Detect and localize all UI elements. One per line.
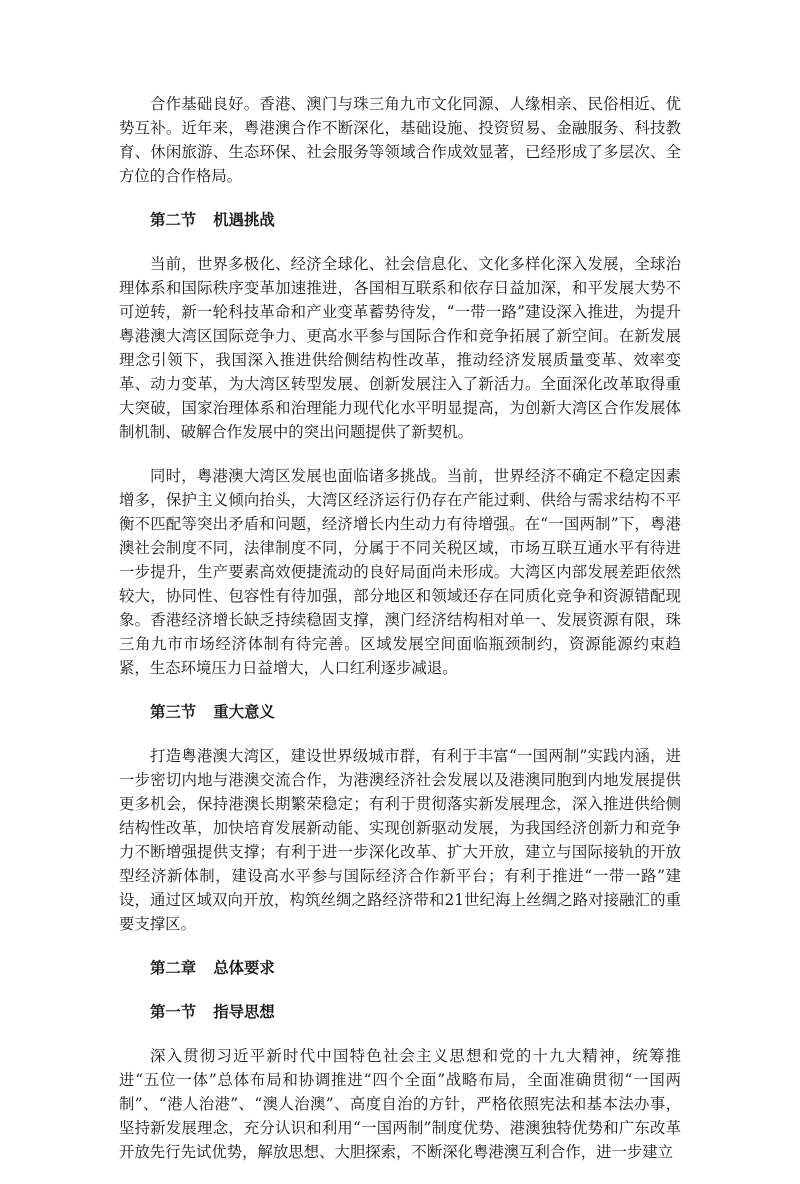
- chapter-number: 第二章: [150, 959, 197, 977]
- paragraph-guiding-ideology: 深入贯彻习近平新时代中国特色社会主义思想和党的十九大精神，统筹推进“五位一体”总体布局和协调推进“四个全面”战略布局，全面准确贯彻“一国两制”、“港人治港”、“澳人治澳”、高度自治的方针，严格依照宪法和基本法办事，坚持新发展理念，充分认识和利用“一国两制”制度优势、港澳独特优势和广东改革开放先行先试优势，解放思想、大胆探索，不断深化粤港澳互利合作，进一步建立: [119, 1047, 681, 1161]
- paragraph-cooperation-foundation: 合作基础良好。香港、澳门与珠三角九市文化同源、人缘相亲、民俗相近、优势互补。近年来，粤港澳合作不断深化，基础设施、投资贸易、金融服务、科技教育、休闲旅游、生态环保、社会服务等领域合作成效显著，已经形成了多层次、全方位的合作格局。: [119, 95, 681, 185]
- section-title: 重大意义: [213, 703, 275, 721]
- chapter-heading-general-requirements: [119, 956, 681, 980]
- document-page: [119, 92, 681, 1184]
- paragraph-challenges: 同时，粤港澳大湾区发展也面临诸多挑战。当前，世界经济不确定不稳定因素增多，保护主义倾向抬头，大湾区经济运行仍存在产能过剩、供给与需求结构不平衡不匹配等突出矛盾和问题，经济增长内生动力有待增强。在“一国两制”下，粤港澳社会制度不同，法律制度不同，分属于不同关税区域，市场互联互通水平有待进一步提升，生产要素高效便捷流动的良好局面尚未形成。大湾区内部发展差距依然较大，协同性、包容性有待加强，部分地区和领域还存在同质化竞争和资源错配现象。香港经济增长缺乏持续稳固支撑，澳门经济结构相对单一、发展资源有限，珠三角九市市场经济体制有待完善。区域发展空间面临瓶颈制约，资源能源约束趋紧，生态环境压力日益增大，人口红利逐步减退。: [119, 467, 681, 677]
- section-number: 第三节: [150, 703, 197, 721]
- section-number: 第二节: [150, 211, 197, 229]
- paragraph-opportunities: 当前，世界多极化、经济全球化、社会信息化、文化多样化深入发展，全球治理体系和国际秩序变革加速推进，各国相互联系和依存日益加深，和平发展大势不可逆转，新一轮科技革命和产业变革蓄势待发，“一带一路”建设深入推进，为提升粤港澳大湾区国际竞争力、更高水平参与国际合作和竞争拓展了新空间。在新发展理念引领下，我国深入推进供给侧结构性改革，推动经济发展质量变革、效率变革、动力变革，为大湾区转型发展、创新发展注入了新活力。全面深化改革取得重大突破，国家治理体系和治理能力现代化水平明显提高，为创新大湾区合作发展体制机制、破解合作发展中的突出问题提供了新契机。: [119, 255, 681, 441]
- section-number: 第一节: [150, 1003, 197, 1021]
- chapter-title: 总体要求: [213, 959, 275, 977]
- paragraph-significance: 打造粤港澳大湾区，建设世界级城市群，有利于丰富“一国两制”实践内涵，进一步密切内地与港澳交流合作，为港澳经济社会发展以及港澳同胞到内地发展提供更多机会，保持港澳长期繁荣稳定；有利于贯彻落实新发展理念，深入推进供给侧结构性改革，加快培育发展新动能、实现创新驱动发展，为我国经济创新力和竞争力不断增强提供支撑；有利于进一步深化改革、扩大开放，建立与国际接轨的开放型经济新体制，建设高水平参与国际经济合作新平台；有利于推进“一带一路”建设，通过区域双向开放，构筑丝绸之路经济带和21世纪海上丝绸之路对接融汇的重要支撑区。: [119, 747, 681, 933]
- section-title: 机遇挑战: [213, 211, 275, 229]
- section-title: 指导思想: [213, 1003, 275, 1021]
- section-heading-opportunities-challenges: [119, 208, 681, 232]
- section-heading-guiding-ideology: [119, 1000, 681, 1024]
- section-heading-significance: [119, 700, 681, 724]
